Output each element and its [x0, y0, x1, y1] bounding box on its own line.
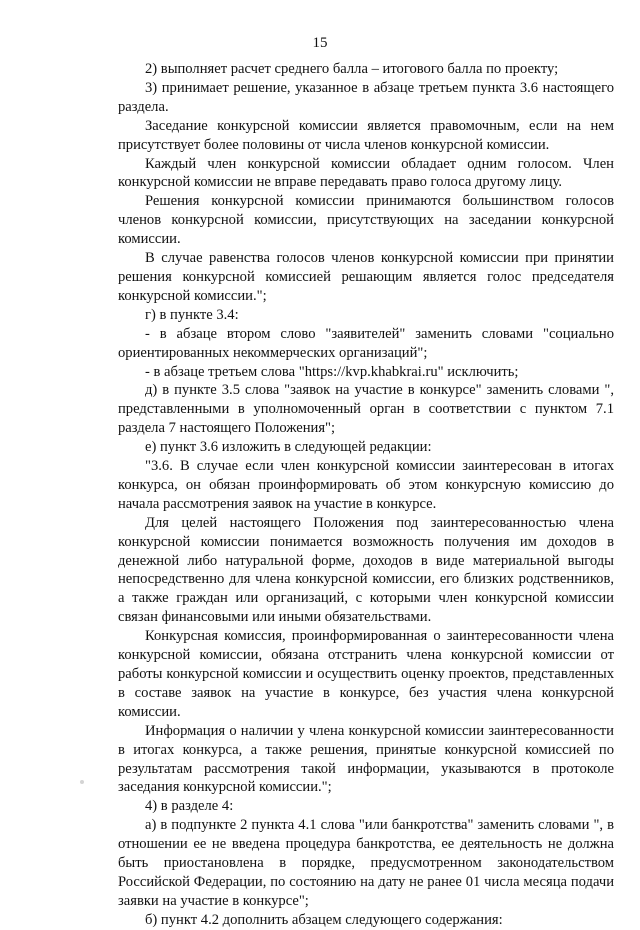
paragraph: д) в пункте 3.5 слова "заявок на участие в конкурсе" заменить словами ", представленными в уполномоченный орган в соответствии с пунктом 7.1 раздела 7 настоящего Положения"; [118, 382, 614, 437]
page-number: 15 [312, 35, 328, 51]
paragraph: е) пункт 3.6 изложить в следующей редакции: [145, 439, 432, 456]
paragraph: Для целей настоящего Положения под заинтересованностью члена конкурсной комиссии понимается возможность получения им доходов в денежной либо натуральной форме, доходов в виде материальной выгоды непосредственно для члена конкурсной комиссии, его близких родственников, а также граждан или организаций, с которыми член конкурсной комиссии связан финансовыми или иными обязательствами. [118, 514, 614, 626]
paragraph: Конкурсная комиссия, проинформированная о заинтересованности члена конкурсной комиссии, обязана отстранить члена конкурсной комиссии от работы конкурсной комиссии и осуществить оценку проектов, представленных в составе заявок на участие в конкурсе, без участия члена конкурсной комиссии. [118, 628, 614, 720]
paragraph: Заседание конкурсной комиссии является правомочным, если на нем присутствует более половины от числа членов конкурсной комиссии. [118, 117, 614, 153]
paragraph: а) в подпункте 2 пункта 4.1 слова "или банкротства" заменить словами ", в отношении ее не введена процедура банкротства, ее деятельность не должна быть приостановлена в порядке, предусмотренном законодательством Российской Федерации, по состоянию на дату не ранее 01 числа месяца подачи заявки на участие в конкурсе"; [118, 817, 614, 909]
paragraph: г) в пункте 3.4: [145, 306, 239, 323]
paragraph: В случае равенства голосов членов конкурсной комиссии при принятии решения конкурсной комиссией решающим является голос председателя конкурсной комиссии."; [118, 250, 614, 304]
paragraph: Информация о наличии у члена конкурсной комиссии заинтересованности в итогах конкурса, а также решения, принятые конкурсной комиссией по результатам рассмотрения такой информации, указываются в протоколе заседания конкурсной комиссии."; [118, 722, 614, 796]
scan-speck [80, 780, 84, 784]
paragraph: "3.6. В случае если член конкурсной комиссии заинтересован в итогах конкурса, он обязан проинформировать об этом конкурсную комиссию до начала рассмотрения заявок на участие в конкурсе. [118, 458, 614, 512]
paragraph: 2) выполняет расчет среднего балла – итогового балла по проекту; [145, 61, 559, 77]
paragraph: - в абзаце втором слово "заявителей" заменить словами "социально ориентированных некоммерческих организаций"; [118, 325, 614, 361]
paragraph: Решения конкурсной комиссии принимаются большинством голосов членов конкурсной комиссии, присутствующих на заседании конкурсной комиссии. [118, 193, 614, 248]
paragraph: б) пункт 4.2 дополнить абзацем следующего содержания: [145, 911, 503, 928]
paragraph: Каждый член конкурсной комиссии обладает одним голосом. Член конкурсной комиссии не вправе передавать право голоса другому лицу. [118, 155, 614, 191]
paragraph: 4) в разделе 4: [145, 798, 234, 815]
document-body [118, 60, 614, 930]
paragraph: 3) принимает решение, указанное в абзаце третьем пункта 3.6 настоящего раздела. [118, 79, 614, 115]
paragraph: - в абзаце третьем слова "https://kvp.khabkrai.ru" исключить; [145, 363, 519, 380]
